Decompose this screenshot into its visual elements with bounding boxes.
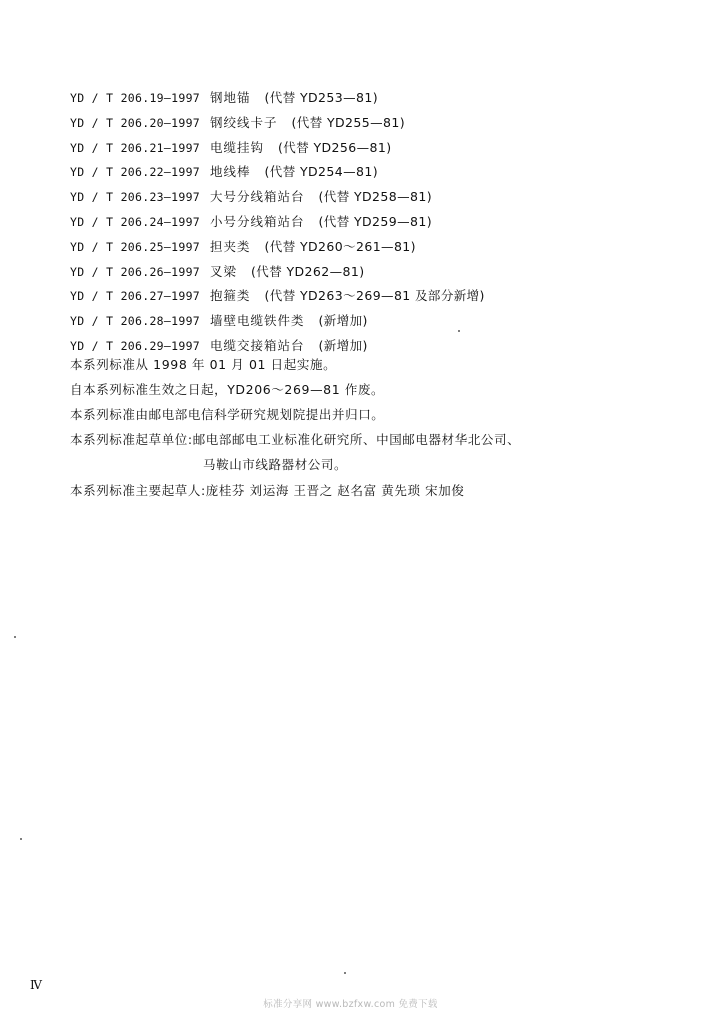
scan-speck	[344, 972, 346, 974]
scan-speck	[14, 636, 16, 638]
proposer-paragraph: 本系列标准由邮电部电信科学研究规划院提出并归口。	[70, 407, 385, 422]
repeal-paragraph: 自本系列标准生效之日起，YD206～269—81 作废。	[70, 382, 385, 397]
standard-note: (代替 YD262—81)	[251, 263, 365, 279]
standard-code: YD / T 206.22—1997	[70, 165, 201, 180]
drafting-units-paragraph: 本系列标准起草单位:邮电部邮电工业标准化研究所、中国邮电器材华北公司、	[70, 432, 521, 447]
standard-row	[70, 260, 485, 285]
standard-row	[70, 160, 485, 185]
standard-note: (新增加)	[318, 313, 368, 329]
page-number: Ⅳ	[30, 978, 42, 992]
standard-row	[70, 111, 485, 136]
standards-list	[70, 86, 485, 359]
watermark: 标准分享网 www.bzfxw.com 免费下载	[263, 999, 438, 1010]
standard-code: YD / T 206.19—1997	[70, 91, 201, 105]
standard-code: YD / T 206.29—1997	[70, 338, 201, 353]
standard-code: YD / T 206.28—1997	[70, 314, 201, 329]
standard-note: (代替 YD258—81)	[318, 189, 432, 205]
standard-title: 地线棒	[210, 164, 251, 180]
standard-row	[70, 284, 485, 309]
standard-note: (代替 YD259—81)	[318, 213, 432, 229]
standard-code: YD / T 206.20—1997	[70, 115, 201, 130]
standard-row	[70, 309, 485, 334]
standard-title: 电缆交接箱站台	[210, 337, 305, 353]
standard-row	[70, 210, 485, 235]
standard-code: YD / T 206.21—1997	[70, 140, 201, 155]
standard-title: 电缆挂钩	[210, 139, 265, 155]
standard-code: YD / T 206.25—1997	[70, 239, 201, 254]
standard-code: YD / T 206.26—1997	[70, 264, 201, 279]
standard-title: 墙壁电缆铁件类	[210, 313, 305, 329]
standard-code: YD / T 206.27—1997	[70, 289, 201, 304]
effective-date-paragraph: 本系列标准从 1998 年 01 月 01 日起实施。	[70, 357, 337, 372]
standard-note: (新增加)	[318, 337, 368, 353]
standard-note: (代替 YD253—81)	[264, 90, 378, 105]
standard-row	[70, 235, 485, 260]
standard-title: 叉梁	[210, 263, 238, 279]
scan-speck	[20, 838, 22, 840]
standard-title: 担夹类	[210, 238, 251, 254]
standard-note: (代替 YD256—81)	[278, 139, 392, 155]
standard-note: (代替 YD263～269—81 及部分新增)	[264, 288, 485, 304]
standard-title: 钢地锚	[210, 90, 251, 105]
drafters-paragraph: 本系列标准主要起草人:庞桂芬 刘运海 王晋之 赵名富 黄先琐 宋加俊	[70, 483, 465, 498]
standard-title: 钢绞线卡子	[210, 114, 278, 130]
standard-row	[70, 86, 485, 111]
standard-title: 抱箍类	[210, 288, 251, 304]
standard-row	[70, 185, 485, 210]
standard-title: 大号分线箱站台	[210, 189, 305, 205]
standard-row	[70, 136, 485, 161]
standard-code: YD / T 206.24—1997	[70, 214, 201, 229]
drafting-units-continuation: 马鞍山市线路器材公司。	[203, 457, 348, 472]
scan-speck	[458, 330, 460, 332]
standard-note: (代替 YD254—81)	[264, 164, 378, 180]
standard-note: (代替 YD255—81)	[291, 114, 405, 130]
standard-code: YD / T 206.23—1997	[70, 190, 201, 205]
standard-title: 小号分线箱站台	[210, 213, 305, 229]
standard-note: (代替 YD260～261—81)	[264, 238, 416, 254]
